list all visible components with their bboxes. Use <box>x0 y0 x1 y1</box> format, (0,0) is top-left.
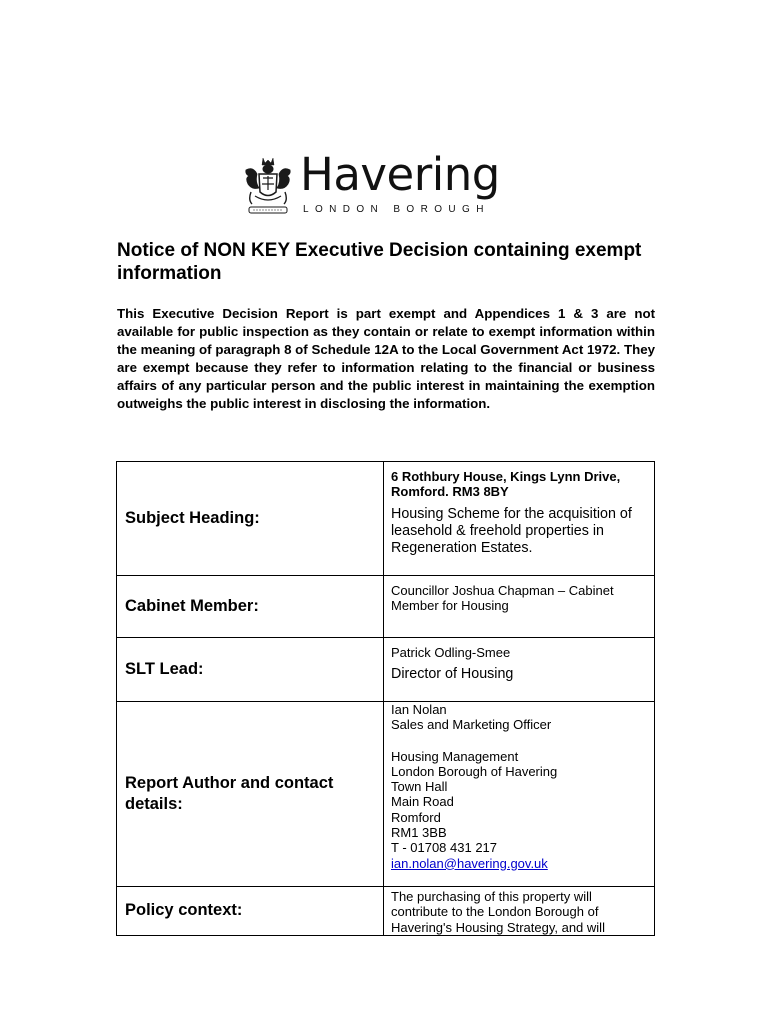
slt-lead-role: Director of Housing <box>391 666 514 683</box>
subject-heading-value: Housing Scheme for the acquisition of leasehold & freehold properties in Regeneration Estates. <box>391 505 632 556</box>
report-author-label: Report Author and contact details: <box>125 774 334 813</box>
slt-lead-label: SLT Lead: <box>125 660 204 678</box>
author-title: Sales and Marketing Officer <box>391 717 552 733</box>
havering-logo <box>243 148 523 218</box>
decision-details-table <box>116 461 655 936</box>
author-postcode: RM1 3BB <box>391 825 447 841</box>
slt-lead-name: Patrick Odling-Smee <box>391 645 511 660</box>
table-row-report-author <box>117 702 655 887</box>
table-row-subject <box>117 462 655 576</box>
borough-crest-icon <box>243 154 293 216</box>
cabinet-member-label: Cabinet Member: <box>125 597 259 615</box>
page-title: Notice of NON KEY Executive Decision containing exempt information <box>117 240 642 284</box>
author-name: Ian Nolan <box>391 702 447 717</box>
author-address-line-2: Main Road <box>391 794 454 810</box>
author-email-link[interactable]: ian.nolan@havering.gov.uk <box>391 855 548 871</box>
table-row-slt-lead <box>117 638 655 702</box>
logo-wordmark: Havering <box>300 148 500 201</box>
author-organisation: London Borough of Havering <box>391 763 558 779</box>
table-row-policy-context <box>117 887 655 936</box>
author-address-line-3: Romford <box>391 809 441 825</box>
author-department: Housing Management <box>391 748 519 764</box>
logo-subtitle: LONDON BOROUGH <box>303 204 490 215</box>
author-phone: T - 01708 431 217 <box>391 840 498 856</box>
exemption-notice: This Executive Decision Report is part exempt and Appendices 1 & 3 are not available for public inspection as they contain or relate to exempt information within the meaning of paragraph 8 of Schedule 12A to the Local Government Act 1972. They are exempt because they refer to information relating to the financial or business affairs of any particular person and the public interest in maintaining the exemption outweighs the public interest in disclosing the information. <box>117 306 655 411</box>
cabinet-member-value: Councillor Joshua Chapman – Cabinet Member for Housing <box>391 583 614 614</box>
policy-context-value: The purchasing of this property will contribute to the London Borough of Havering's Housing Strategy, and will <box>391 889 605 935</box>
policy-context-label: Policy context: <box>125 901 243 920</box>
author-address-line-1: Town Hall <box>391 779 448 795</box>
subject-heading-label: Subject Heading: <box>125 509 260 527</box>
property-address: 6 Rothbury House, Kings Lynn Drive, Romford. RM3 8BY <box>391 469 621 500</box>
table-row-cabinet-member <box>117 576 655 638</box>
